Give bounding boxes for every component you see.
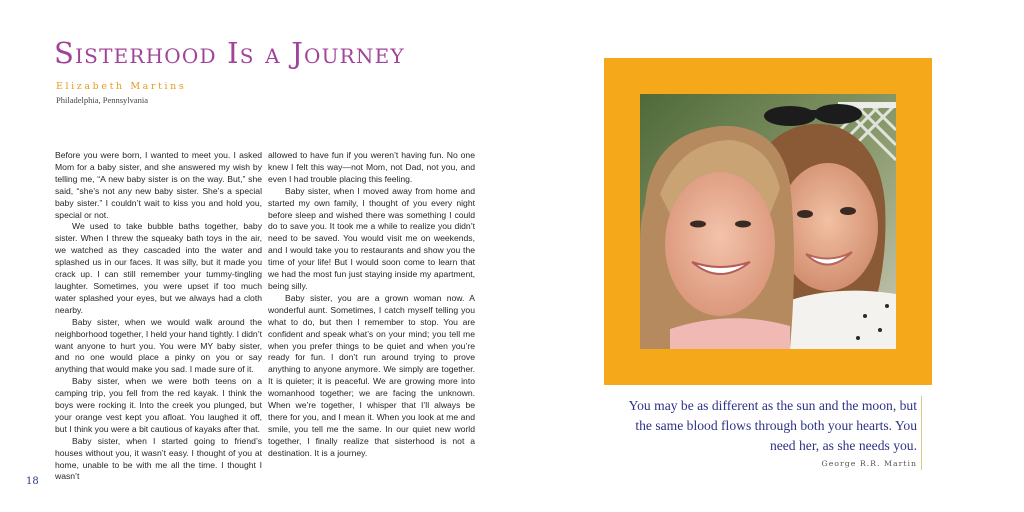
body-column-left (55, 150, 262, 483)
body-column-right (268, 150, 475, 460)
body-paragraph: Baby sister, when I moved away from home and started my own family, I thought of you every night before sleep and wished there was something I could do to save you. It took me a while to realize you didn’t need to be saved. You would visit me on weekends, and I would take you to restaurants and show you the time of your life! But I would soon come to learn that we had the most fun just staying inside my apartment, being silly. (268, 185, 475, 291)
author-location: Philadelphia, Pennsylvania (56, 95, 149, 105)
pull-quote (612, 396, 917, 468)
quote-divider (921, 396, 922, 470)
sisters-photo-illustration (640, 94, 896, 349)
body-paragraph: Baby sister, when I started going to friend’s houses without you, it wasn’t easy. I thought of you at home, unable to be with me all the time. I thought I wasn’t (55, 435, 262, 482)
body-paragraph: allowed to have fun if you weren’t having fun. No one knew I felt this way—not Mom, not Dad, not you, and even I had trouble placing this feeling. (268, 150, 475, 184)
body-paragraph: Baby sister, when we would walk around the neighborhood together, I held your hand tightly. I didn’t want anyone to hurt you. You were MY baby sister, and no one would place a pinky on you or say anything that would make you sad. I made sure of it. (55, 316, 262, 375)
quote-text: You may be as different as the sun and the moon, but the same blood flows through both your hearts. You need her, as she needs you. (628, 398, 917, 453)
sisters-photo (640, 94, 896, 349)
photo-frame (604, 58, 932, 385)
quote-attribution: George R.R. Martin (821, 459, 917, 468)
author-name: Elizabeth Martins (56, 81, 187, 92)
body-paragraph: Baby sister, you are a grown woman now. A wonderful aunt. Sometimes, I catch myself telling you what to do, but then I remember to stop. You are confident and speak what’s on your mind; you tell me when you prefer things to be quiet and when you’re ready for fun. I don’t run around trying to prove anything to anyone anymore. We simply are together. It is quieter; it is peaceful. We are growing more into womanhood together; we are facing the unknown. When we’re together, I whisper that I’ll always be there for you, and I mean it. When you look at me and smile, you tell me the same. In our quiet new world together, I finally realize that sisterhood is not a destination. It is a journey. (268, 292, 475, 458)
body-paragraph: Before you were born, I wanted to meet you. I asked Mom for a baby sister, and she answered my wish by telling me, “A new baby sister is on the way. But,” she said, “she’s not any new baby sister. She’s a special baby sister.” I couldn’t wait to kiss you and hold you, special or not. (55, 150, 262, 220)
page-number: 18 (26, 476, 39, 487)
page-title: Sisterhood Is a Journey (54, 36, 405, 70)
body-paragraph: Baby sister, when we were both teens on a camping trip, you fell from the red kayak. I think the boys were rocking it. Into the creek you plunged, but your orange vest kept you afloat. You laughed it off, but I think you were a bit cautious of kayaks after that. (55, 376, 262, 434)
body-paragraph: We used to take bubble baths together, baby sister. When I threw the squeaky bath toys in the air, we watched as they cascaded into the water and splashed us in our faces. It was silly, but it made you crack up. I can still remember your tummy-tingling laughter. Sometimes, you were upset if too much water splashed your eyes, but we always had a cloth nearby. (55, 221, 262, 315)
